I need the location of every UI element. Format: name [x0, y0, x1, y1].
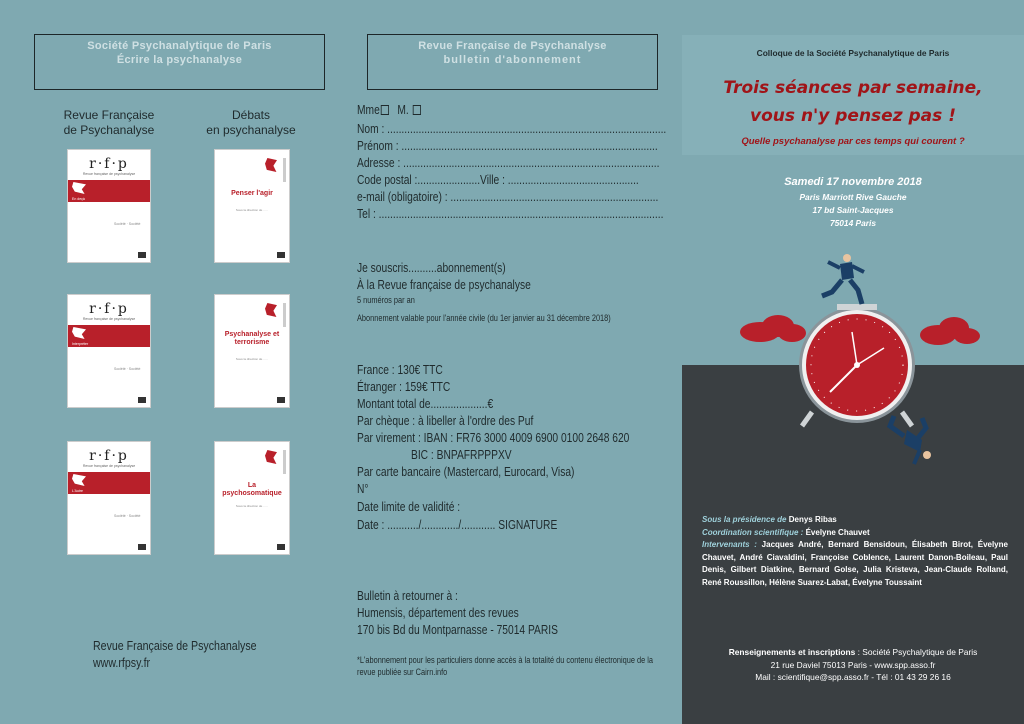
event-subtitle: Quelle psychanalyse par ces temps qui courent ? — [741, 136, 965, 147]
left-column — [0, 0, 341, 724]
return-name: Humensis, département des revues — [357, 606, 519, 620]
card-number-field[interactable]: N° — [357, 482, 369, 496]
montant-field[interactable]: Montant total de....................€ — [357, 397, 494, 411]
mme-checkbox[interactable] — [381, 105, 389, 115]
puf-logo — [138, 544, 146, 550]
m-checkbox[interactable] — [412, 105, 420, 115]
price-france: France : 130€ TTC — [357, 363, 443, 377]
price-etranger: Étranger : 159€ TTC — [357, 380, 451, 394]
renseignements-label: Renseignements et inscriptions — [728, 647, 856, 657]
return-address: 170 bis Bd du Montparnasse - 75014 PARIS — [357, 623, 558, 637]
debats-label — [196, 108, 306, 138]
coordination-line — [702, 527, 1008, 540]
adresse-field[interactable]: Adresse : .......................................................................................... — [357, 156, 660, 170]
debats-label-line2: en psychanalyse — [206, 123, 296, 137]
debats-logo — [265, 303, 277, 317]
civility-row — [357, 102, 421, 119]
prenom-field[interactable]: Prénom : .......................................................................................... — [357, 139, 658, 153]
puf-logo — [138, 397, 146, 403]
rfp-red-band: En deçà — [68, 180, 150, 202]
rfp-red-band: L'Autre — [68, 472, 150, 494]
email-field[interactable]: e-mail (obligatoire) : ......................................................................... — [357, 190, 659, 204]
puf-logo — [277, 544, 285, 550]
middle-column — [341, 0, 682, 724]
coordination-name: Évelyne Chauvet — [805, 527, 870, 537]
event-postcode: 75014 Paris — [829, 218, 877, 228]
payment-virement: Par virement : IBAN : FR76 3000 4009 6900 0100 2648 620 — [357, 431, 630, 445]
running-man-icon — [822, 254, 864, 304]
presidence-label: Sous la présidence de — [702, 515, 787, 524]
coordination-label: Coordination scientifique : — [702, 527, 804, 537]
subscription-count-field[interactable]: Je souscris..........abonnement(s) — [357, 261, 506, 275]
debats-logo — [265, 158, 277, 172]
puf-logo — [277, 397, 285, 403]
debats-cover-1: Penser l'agir Sous la direction de ····· — [215, 150, 289, 262]
rfp-cover-3: r·f·p Revue française de psychanalyse L'Autre Société · Société — [68, 442, 150, 554]
colloque-label: Colloque de la Société Psychanalytique de Paris — [756, 48, 950, 58]
contact-mail-phone[interactable]: Mail : scientifique@spp.asso.fr - Tél : 01 43 29 26 16 — [755, 672, 951, 682]
renseignements-text: : Société Psychalytique de Paris — [857, 647, 978, 657]
presidence-line — [702, 514, 1008, 527]
clock-illustration — [682, 240, 1024, 500]
debats-logo — [265, 450, 277, 464]
revue-line: À la Revue française de psychanalyse — [357, 278, 531, 292]
cloud-left — [740, 315, 806, 342]
intervenants-line — [702, 539, 1008, 589]
civility-m-label: M. — [397, 103, 409, 117]
tel-field[interactable]: Tel : .................................................................................................... — [357, 207, 664, 221]
event-title-line1: Trois séances par semaine, — [723, 78, 983, 98]
subscription-title: Revue Française de Psychanalyse — [418, 40, 607, 52]
spp-title: Société Psychanalytique de Paris — [87, 40, 272, 52]
payment-bic: BIC : BNPAFRPPPXV — [411, 448, 512, 462]
event-street: 17 bd Saint-Jacques — [812, 205, 894, 215]
spp-title-box — [34, 34, 325, 90]
subscription-title-box — [367, 34, 658, 90]
payment-cheque: Par chèque : à libeller à l'ordre des Puf — [357, 414, 534, 428]
puf-logo — [138, 252, 146, 258]
subscription-subtitle: bulletin d'abonnement — [443, 54, 582, 66]
intervenants-names: Jacques André, Bernard Bensidoun, Élisabeth Birot, Évelyne Chauvet, André Ciavaldini, Françoise Coblence, Laurent Danon-Boileau, Paul Denis, Gilbert Diatkine, Bernard Golse, Julia Kristeva, Jean-Claude Rolland, René Roussillon, Hélène Suarez-Labat, Évelyne Toussaint — [702, 540, 1008, 587]
validite-line: Abonnement valable pour l'année civile (du 1er janvier au 31 décembre 2018) — [357, 313, 611, 323]
debats-cover-title: Penser l'agir — [231, 190, 273, 197]
rfp-label — [54, 108, 164, 138]
event-title-line2: vous n'y pensez pas ! — [750, 106, 956, 126]
card-expiry-field[interactable]: Date limite de validité : — [357, 500, 461, 514]
rfp-logo: r·f·p — [89, 301, 129, 317]
rfp-logo: r·f·p — [89, 448, 129, 464]
rfp-label-line2: de Psychanalyse — [63, 123, 155, 137]
footnote: *L'abonnement pour les particuliers donne accès à la totalité du contenu électronique de la revue publiée sur Cairn.info — [357, 655, 653, 677]
rfp-footer-name: Revue Française de Psychanalyse — [93, 639, 257, 653]
civility-mme-label: Mme — [357, 103, 380, 117]
rfp-footer — [93, 638, 257, 672]
cloud-right — [920, 317, 980, 345]
rfp-cover-1: r·f·p Revue française de psychanalyse En deçà Société · Société — [68, 150, 150, 262]
debats-label-line1: Débats — [231, 108, 271, 122]
rfp-cover-2: r·f·p Revue française de psychanalyse Interpréter Société · Société — [68, 295, 150, 407]
contact-address[interactable]: 21 rue Daviel 75013 Paris - www.spp.asso.fr — [770, 659, 936, 670]
rfp-red-band: Interpréter — [68, 325, 150, 347]
debats-cover-2: Psychanalyse et terrorisme Sous la direction de ····· — [215, 295, 289, 407]
rfp-label-line1: Revue Française — [63, 108, 155, 122]
intervenants-label: Intervenants : — [702, 540, 757, 550]
date-signature-field[interactable]: Date : .........../............./............ SIGNATURE — [357, 518, 558, 532]
code-postal-field[interactable]: Code postal :......................Ville : .............................................. — [357, 173, 639, 187]
debats-cover-3: La psychosomatique Sous la direction de ····· — [215, 442, 289, 554]
event-venue: Paris Marriott Rive Gauche — [799, 192, 907, 202]
rfp-website-link[interactable]: www.rfpsy.fr — [93, 656, 151, 670]
puf-logo — [277, 252, 285, 258]
return-label: Bulletin à retourner à : — [357, 589, 458, 603]
payment-carte: Par carte bancaire (Mastercard, Eurocard, Visa) — [357, 465, 575, 479]
speakers-block — [702, 514, 1008, 590]
spp-subtitle: Écrire la psychanalyse — [116, 54, 243, 66]
contact-block — [696, 646, 1010, 684]
rfp-logo: r·f·p — [89, 156, 129, 172]
nom-field[interactable]: Nom : .................................................................................................. — [357, 122, 667, 136]
renseignements-line — [696, 646, 1010, 659]
presidence-name: Denys Ribas — [788, 515, 837, 524]
debats-cover-title: La psychosomatique — [222, 482, 282, 497]
right-column — [682, 0, 1024, 724]
event-date: Samedi 17 novembre 2018 — [784, 176, 922, 188]
numeros-line: 5 numéros par an — [357, 295, 415, 305]
debats-cover-title: Psychanalyse et terrorisme — [224, 331, 280, 346]
